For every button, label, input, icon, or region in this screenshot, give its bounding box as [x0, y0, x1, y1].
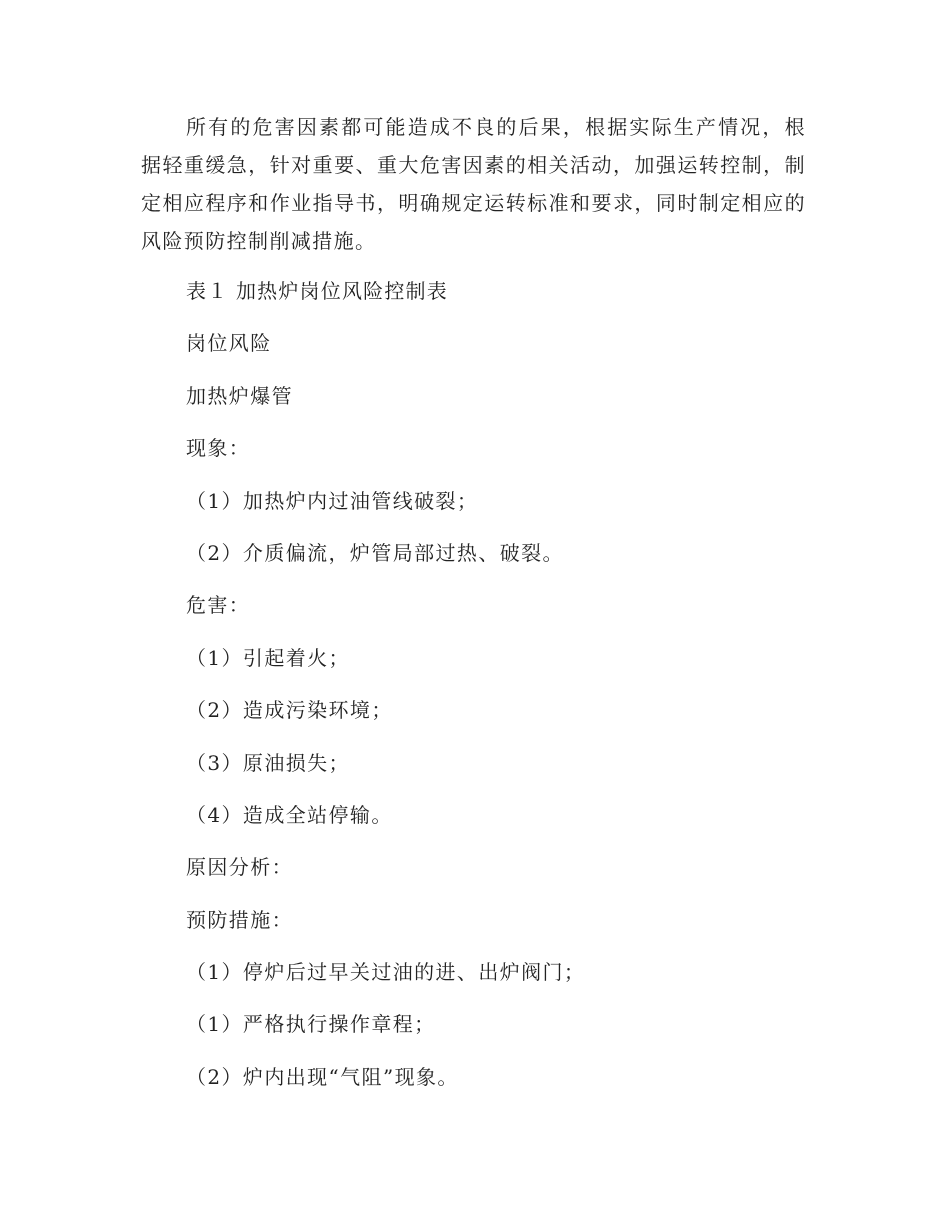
intro-paragraph: 所有的危害因素都可能造成不良的后果，根据实际生产情况，根据轻重缓急，针对重要、重大危害因素的相关活动，加强运转控制，制定相应程序和作业指导书，明确规定运转标准和要求，同时制定相应的风险预防控制削减措施。 [141, 115, 806, 253]
content-lines [186, 272, 806, 1110]
list-item: （2）介质偏流，炉管局部过热、破裂。 [186, 540, 564, 565]
section-heading-cause-analysis: 原因分析： [186, 855, 293, 880]
risk-item-furnace-tube-burst: 加热炉爆管 [186, 383, 293, 408]
list-item: （1）加热炉内过油管线破裂； [186, 488, 479, 513]
section-heading-phenomenon: 现象： [186, 436, 251, 461]
section-heading-post-risk: 岗位风险 [186, 331, 272, 356]
section-heading-hazard: 危害： [186, 593, 251, 618]
list-item: （1）严格执行操作章程； [186, 1012, 436, 1037]
list-item: （1）引起着火； [186, 645, 350, 670]
list-item: （2）造成污染环境； [186, 698, 393, 723]
list-item: （4）造成全站停输。 [186, 802, 393, 827]
list-item: （1）停炉后过早关过油的进、出炉阀门； [186, 960, 586, 985]
section-heading-preventive-measures: 预防措施： [186, 907, 293, 932]
list-item: （2）炉内出现“气阻”现象。 [186, 1064, 459, 1089]
table-caption: 表１ 加热炉岗位风险控制表 [186, 279, 448, 303]
list-item: （3）原油损失； [186, 750, 350, 775]
